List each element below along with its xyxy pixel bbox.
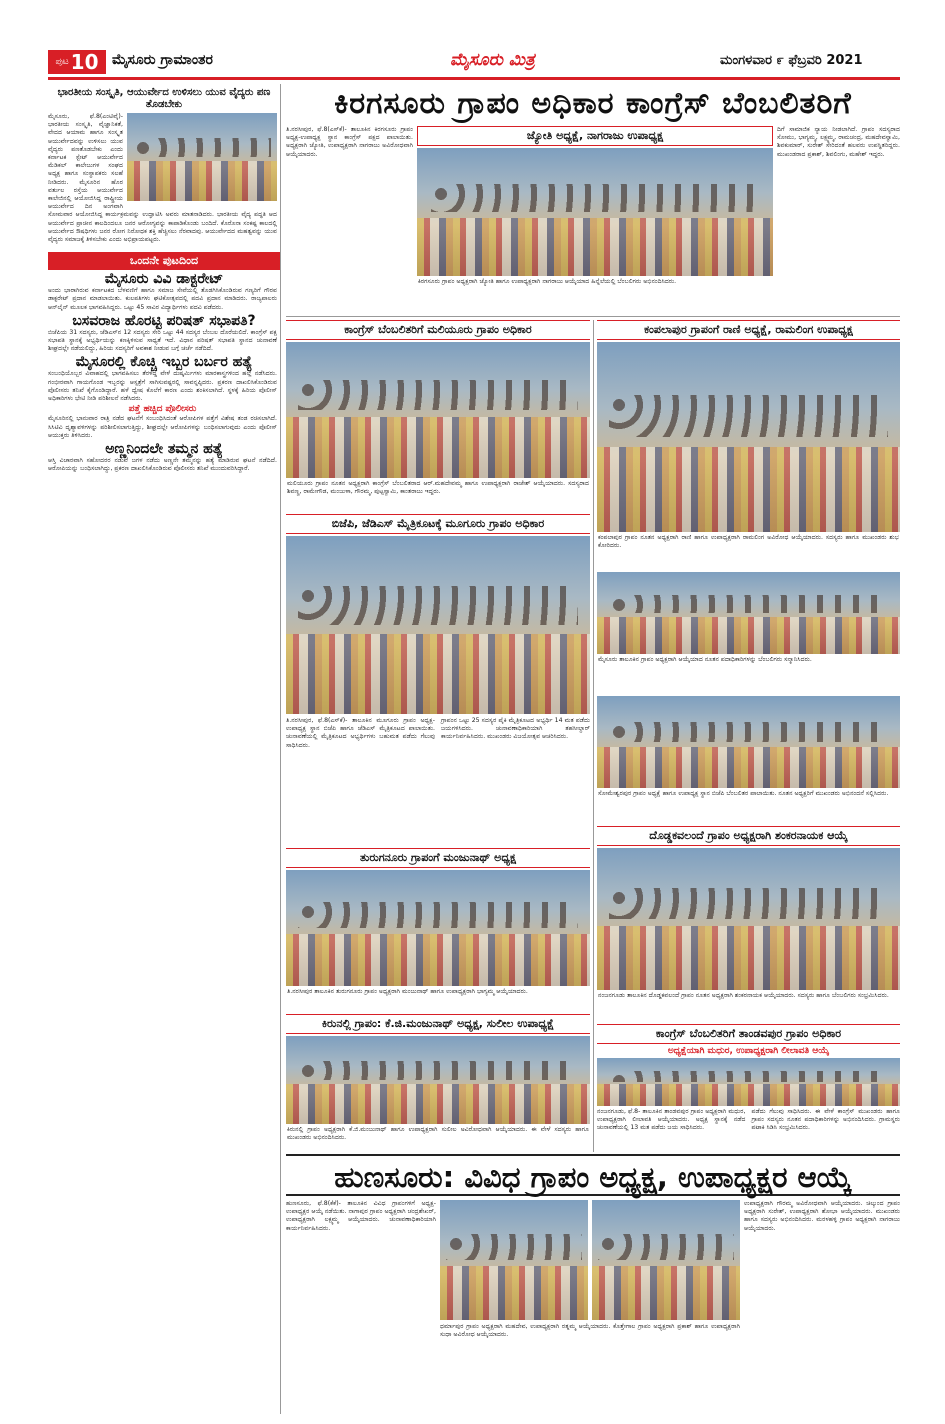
story-brother-body: ಆಸ್ತಿ ವಿಚಾರವಾಗಿ ಸಹೋದರರ ನಡುವೆ ಜಗಳ ನಡೆದು ಅಣ್ಣನೇ ತಮ್ಮನನ್ನು ಹತ್ಯೆ ಮಾಡಿರುವ ಘಟನೆ ನಡೆದಿದೆ. ಆರೋಪಿಯನ್ನು ಬಂಧಿಸಲಾಗಿದ್ದು, ಪ್ರಕರಣ ದಾಖಲಿಸಿಕೊಂಡಿರುವ ಪೊಲೀಸರು ತನಿಖೆ ಮುಂದುವರಿಸಿದ್ದಾರೆ. <box>48 457 277 473</box>
mooguru-block <box>286 514 590 846</box>
hunasuru-headline: ಹುಣಸೂರು: ವಿವಿಧ ಗ್ರಾಪಂ ಅಧ್ಯಕ್ಷ, ಉಪಾಧ್ಯಕ್ಷರ ಆಯ್ಕೆ <box>286 1154 900 1196</box>
story-ayurveda <box>48 113 280 244</box>
kiragasuru-photo-block <box>417 126 773 314</box>
hunasuru-col1 <box>286 1200 436 1414</box>
kiragasuru-caption: ಕಿರಗಸೂರು ಗ್ರಾಪಂ ಅಧ್ಯಕ್ಷರಾಗಿ ಜ್ಯೋತಿ ಹಾಗೂ ಉಪಾಧ್ಯಕ್ಷರಾಗಿ ನಾಗರಾಜು ಆಯ್ಕೆಯಾದ ಹಿನ್ನೆಲೆಯಲ್ಲಿ ಬೆಂಬಲಿಗರು ಅಭಿನಂದಿಸಿದರು. <box>418 278 677 285</box>
ayurveda-photo <box>127 113 277 201</box>
story-doctorate-body: ಅಂದು ಭಾರಾಗಿರುವ ಕರ್ನಾಟಕದ ಬೆಳವಣಿಗೆ ಹಾಗೂ ಸಮಾಜ ಸೇವೆಯಲ್ಲಿ ತೊಡಗಿಸಿಕೊಂಡಿರುವ ಗಣ್ಯರಿಗೆ ಗೌರವ ಡಾಕ್ಟರೇಟ್ ಪ್ರದಾನ ಮಾಡಲಾಯಿತು. ಕುಲಪತಿಗಳು ಘಟಿಕೋತ್ಸವದಲ್ಲಿ ಪದವಿ ಪ್ರದಾನ ಮಾಡಿದರು. ರಾಜ್ಯಪಾಲರು ಆನ್‌ಲೈನ್ ಮೂಲಕ ಭಾಗವಹಿಸಿದ್ದರು. ಒಟ್ಟು 45 ಸಾವಿರ ವಿದ್ಯಾರ್ಥಿಗಳು ಪದವಿ ಪಡೆದರು. <box>48 287 277 311</box>
turuganuru-photo <box>286 870 590 986</box>
story-murder <box>48 370 280 440</box>
maliyuru-caption: ಮಲಿಯೂರು ಗ್ರಾಪಂ ನೂತನ ಅಧ್ಯಕ್ಷರಾಗಿ ಕಾಂಗ್ರೆಸ್ ಬೆಂಬಲಿತರಾದ ಆರ್.ಮಹದೇವಮ್ಮ ಹಾಗೂ ಉಪಾಧ್ಯಕ್ಷರಾಗಿ ರಾಜೇಶ್ ಆಯ್ಕೆಯಾದರು. ಸದಸ್ಯರಾದ ಶಿವಣ್ಣ, ರಾಮೇಗೌಡ, ಮಂಜುಳಾ, ಗೌರಮ್ಮ, ಪುಟ್ಟಸ್ವಾಮಿ, ಕಾಂತರಾಜು ಇದ್ದರು. <box>287 480 589 496</box>
mysuru-taluk-caption: ಮೈಸೂರು ತಾಲೂಕಿನ ಗ್ರಾಪಂ ಅಧ್ಯಕ್ಷರಾಗಿ ಆಯ್ಕೆಯಾದ ನೂತನ ಪದಾಧಿಕಾರಿಗಳನ್ನು ಬೆಂಬಲಿಗರು ಸನ್ಮಾನಿಸಿದರು. <box>598 656 812 663</box>
page-number: 10 <box>70 50 99 74</box>
maliyuru-block <box>286 320 590 512</box>
story-doctorate <box>48 287 280 312</box>
left-column <box>48 84 281 1414</box>
tandavapura-col2: ಪಡೆದು ಗೆಲುವು ಸಾಧಿಸಿದರು. ಈ ವೇಳೆ ಕಾಂಗ್ರೆಸ್ ಮುಖಂಡರು ಹಾಗೂ ಗ್ರಾಪಂ ಸದಸ್ಯರು ನೂತನ ಪದಾಧಿಕಾರಿಗಳನ್ನು ಅಭಿನಂದಿಸಿದರು. ಗ್ರಾಮಸ್ಥರು ಪಟಾಕಿ ಸಿಡಿಸಿ ಸಂಭ್ರಮಿಸಿದರು. <box>751 1108 900 1132</box>
story-ayurveda-body: ಮೈಸೂರು, ಫೆ.8(ಎಂಟಿವೈ)-ಭಾರತೀಯ ಸಂಸ್ಕೃತಿ, ವೈಜ್ಞಾನಿಕತೆ, ವೇದದ ಆಯಾಮ ಹಾಗೂ ಸಂಸ್ಕೃತ ಆಯುರ್ವೇದವನ್ನು ಉಳಿಸಲು ಯುವ ವೈದ್ಯರು ಪಣತೊಡಬೇಕು ಎಂದು ಕರ್ನಾಟಕ ಸ್ಟೇಟ್ ಆಯುರ್ವೇದ ಮೆಡಿಕಲ್ ಕಾಲೇಜುಗಳ ಸಂಘದ ಅಧ್ಯಕ್ಷ ಹಾಗೂ ಸಂಸ್ಥಾಪಕರು ಸಲಹೆ ನೀಡಿದರು. ಮೈಸೂರಿನ ಹೊರ ವರ್ತುಲ ರಸ್ತೆಯ ಆಯುರ್ವೇದ ಕಾಲೇಜಿನಲ್ಲಿ ಆಯೋಜಿಸಿದ್ದ ರಾಷ್ಟ್ರೀಯ ಆಯುರ್ವೇದ ದಿನ ಅಂಗವಾಗಿ ಸೋಮವಾರ ಆಯೋಜಿಸಿದ್ದ ಕಾರ್ಯಕ್ರಮವನ್ನು ಉದ್ಘಾಟಿಸಿ ಅವರು ಮಾತನಾಡಿದರು. ಭಾರತೀಯ ವೈದ್ಯ ಪದ್ಧತಿ ಆದ ಆಯುರ್ವೇದ ಪ್ರಾಚೀನ ಕಾಲದಿಂದಲೂ ಜನರ ಆರೋಗ್ಯವನ್ನು ಕಾಪಾಡಿಕೊಂಡು ಬಂದಿದೆ. ಕೊರೊನಾ ಸಂಕಷ್ಟ ಕಾಲದಲ್ಲಿ ಆಯುರ್ವೇದ ಔಷಧಿಗಳು ಜನರ ರೋಗ ನಿರೋಧಕ ಶಕ್ತಿ ಹೆಚ್ಚಿಸಲು ನೆರವಾದವು. ಆಯುರ್ವೇದದ ಮಹತ್ವವನ್ನು ಯುವ ವೈದ್ಯರು ಸಮಾಜಕ್ಕೆ ತಿಳಿಸಬೇಕು ಎಂದು ಅಭಿಪ್ರಾಯಪಟ್ಟರು. <box>48 113 277 244</box>
hunasuru-photo-block <box>440 1200 740 1414</box>
story-brother-headline: ಅಣ್ಣನಿಂದಲೇ ತಮ್ಮನ ಹತ್ಯೆ <box>105 441 223 458</box>
kampalapura-block <box>597 320 900 570</box>
page-label: ಪುಟ <box>55 57 69 67</box>
story-murder-headline: ಮೈಸೂರಲ್ಲಿ ಕೊಚ್ಚಿ ಇಬ್ಬರ ಬರ್ಬರ ಹತ್ಯೆ <box>75 354 253 371</box>
someshwarapura-block <box>597 696 900 824</box>
page-number-badge <box>48 50 106 74</box>
tandavapura-subhead: ಅಧ್ಯಕ್ಷೆಯಾಗಿ ಮಧುರ, ಉಪಾಧ್ಯಕ್ಷರಾಗಿ ಲೀಲಾವತಿ ಆಯ್ಕೆ <box>667 1046 830 1056</box>
kiragasuru-col1-text: ತಿ.ನರಸೀಪುರ, ಫೆ.8(ಎಸ್‌ಕೆ)- ತಾಲೂಕಿನ ಕಿರಗಸೂರು ಗ್ರಾಪಂ ಅಧ್ಯಕ್ಷ-ಉಪಾಧ್ಯಕ್ಷ ಸ್ಥಾನ ಕಾಂಗ್ರೆಸ್ ಪಕ್ಷದ ಪಾಲಾಯಿತು. ಅಧ್ಯಕ್ಷರಾಗಿ ಜ್ಯೋತಿ, ಉಪಾಧ್ಯಕ್ಷರಾಗಿ ನಾಗರಾಜು ಅವಿರೋಧವಾಗಿ ಆಯ್ಕೆಯಾದರು. <box>286 126 413 158</box>
turuganuru-headline: ತುರುಗನೂರು ಗ್ರಾಪಂಗೆ ಮಂಜುನಾಥ್ ಅಧ್ಯಕ್ಷ <box>286 848 590 868</box>
turuganuru-caption: ತಿ.ನರಸೀಪುರ ತಾಲೂಕಿನ ತುರುಗನೂರು ಗ್ರಾಪಂ ಅಧ್ಯಕ್ಷರಾಗಿ ಮಂಜುನಾಥ್ ಹಾಗೂ ಉಪಾಧ್ಯಕ್ಷರಾಗಿ ಭಾಗ್ಯಮ್ಮ ಆಯ್ಕೆಯಾದರು. <box>287 988 528 995</box>
story-council-headline: ಬಸವರಾಜ ಹೊರಟ್ಟಿ ಪರಿಷತ್ ಸಭಾಪತಿ? <box>72 312 256 329</box>
tandavapura-col1: ನಂಜನಗೂಡು, ಫೆ.8- ತಾಲೂಕಿನ ತಾಂಡವಪುರ ಗ್ರಾಪಂ ಅಧ್ಯಕ್ಷರಾಗಿ ಮಧುರ, ಉಪಾಧ್ಯಕ್ಷರಾಗಿ ಲೀಲಾವತಿ ಆಯ್ಕೆಯಾದರು. ಅಧ್ಯಕ್ಷ ಸ್ಥಾನಕ್ಕೆ ನಡೆದ ಚುನಾವಣೆಯಲ್ಲಿ 13 ಮತ ಪಡೆದು ಜಯ ಸಾಧಿಸಿದರು. <box>597 1108 746 1132</box>
turuganuru-block <box>286 848 590 1012</box>
maliyuru-photo <box>286 342 590 478</box>
hunasuru-photo-2 <box>592 1200 740 1320</box>
kiragasuru-subhead: ಜ್ಯೋತಿ ಅಧ್ಯಕ್ಷೆ, ನಾಗರಾಜು ಉಪಾಧ್ಯಕ್ಷ <box>417 126 773 146</box>
hunasuru-col3 <box>744 1200 900 1414</box>
kiragasuru-col3 <box>777 126 900 314</box>
story-brother <box>48 457 280 473</box>
masthead-rule <box>48 77 900 80</box>
story-council <box>48 329 280 354</box>
doddakavalande-photo <box>597 848 900 990</box>
hunasuru-photo-1 <box>440 1200 588 1320</box>
maliyuru-headline: ಕಾಂಗ್ರೆಸ್ ಬೆಂಬಲಿತರಿಗೆ ಮಲಿಯೂರು ಗ್ರಾಪಂ ಅಧಿಕಾರ <box>286 320 590 340</box>
tandavapura-headline: ಕಾಂಗ್ರೆಸ್ ಬೆಂಬಲಿತರಿಗೆ ತಾಂಡವಪುರ ಗ್ರಾಪಂ ಅಧಿಕಾರ <box>597 1024 900 1044</box>
hunasuru-col1-text: ಹುಣಸೂರು, ಫೆ.8(ಕೆಕೆ)- ತಾಲೂಕಿನ ವಿವಿಧ ಗ್ರಾಪಂಗಳಿಗೆ ಅಧ್ಯಕ್ಷ-ಉಪಾಧ್ಯಕ್ಷರ ಆಯ್ಕೆ ನಡೆಯಿತು. ನಾಗಾಪುರ ಗ್ರಾಪಂ ಅಧ್ಯಕ್ಷರಾಗಿ ಚಂದ್ರಶೇಖರ್, ಉಪಾಧ್ಯಕ್ಷರಾಗಿ ಲಕ್ಷ್ಮಮ್ಮ ಆಯ್ಕೆಯಾದರು. ಚುನಾವಣಾಧಿಕಾರಿಯಾಗಿ ಕಾರ್ಯನಿರ್ವಹಿಸಿದರು. <box>286 1200 436 1232</box>
story-council-body: ಬಿಜೆಪಿಯ 31 ಸದಸ್ಯರು, ಜೆಡಿಎಸ್‌ನ 12 ಸದಸ್ಯರು ಸೇರಿ ಒಟ್ಟು 44 ಸದಸ್ಯರ ಬೆಂಬಲ ದೊರೆಯಲಿದೆ. ಕಾಂಗ್ರೆಸ್ ಪಕ್ಷ ಸಭಾಪತಿ ಸ್ಥಾನಕ್ಕೆ ಅಭ್ಯರ್ಥಿಯನ್ನು ಕಣಕ್ಕಿಳಿಸುವ ಸಾಧ್ಯತೆ ಇದೆ. ವಿಧಾನ ಪರಿಷತ್ ಸಭಾಪತಿ ಸ್ಥಾನದ ಚುನಾವಣೆ ಶೀಘ್ರದಲ್ಲೇ ನಡೆಯಲಿದ್ದು, ಹಿರಿಯ ಸದಸ್ಯರಿಗೆ ಅವಕಾಶ ನೀಡುವ ಬಗ್ಗೆ ಚರ್ಚೆ ನಡೆದಿದೆ. <box>48 328 277 353</box>
doddakavalande-caption: ನಂಜನಗೂಡು ತಾಲೂಕಿನ ದೊಡ್ಡಕವಲಂದೆ ಗ್ರಾಪಂ ನೂತನ ಅಧ್ಯಕ್ಷರಾಗಿ ಶಂಕರನಾಯಕ ಆಯ್ಕೆಯಾದರು. ಸದಸ್ಯರು ಹಾಗೂ ಬೆಂಬಲಿಗರು ಸಂಭ್ರಮಿಸಿದರು. <box>598 992 889 999</box>
right-area <box>286 84 900 1414</box>
kiragasuru-col1 <box>286 126 413 314</box>
tandavapura-photo <box>597 1058 900 1106</box>
story-murder-subhead: ಪತ್ತೆ ಹಚ್ಚಿದ ಪೊಲೀಸರು <box>128 404 197 415</box>
mooguru-col2: ಗ್ರಾಪಂನ ಒಟ್ಟು 25 ಸದಸ್ಯರ ಪೈಕಿ ಮೈತ್ರಿಕೂಟದ ಅಭ್ಯರ್ಥಿ 14 ಮತ ಪಡೆದು ಜಯಗಳಿಸಿದರು. ಚುನಾವಣಾಧಿಕಾರಿಯಾಗಿ ತಹಸೀಲ್ದಾರ್ ಕಾರ್ಯನಿರ್ವಹಿಸಿದರು. ಮುಖಂಡರು ವಿಜಯೋತ್ಸವ ಆಚರಿಸಿದರು. <box>441 717 590 741</box>
kirunalli-block <box>286 1014 590 1152</box>
kiragasuru-col3-text: ದಿಗೆ ಸಾಮಾಜಿಕ ನ್ಯಾಯ ನೀಡಲಾಗಿದೆ. ಗ್ರಾಪಂ ಸದಸ್ಯರಾದ ಸೋಮು, ಭಾಗ್ಯಮ್ಮ, ಲಕ್ಷ್ಮಮ್ಮ, ರಾಮಚಂದ್ರ, ಮಹದೇವಸ್ವಾಮಿ, ಶಿವಕುಮಾರ್, ಸುರೇಶ್ ಸೇರಿದಂತೆ ಹಲವರು ಉಪಸ್ಥಿತರಿದ್ದರು. ಮುಖಂಡರಾದ ಪ್ರಕಾಶ್, ಶಿವಲಿಂಗು, ಮಹೇಶ್ ಇದ್ದರು. <box>777 126 900 158</box>
hunasuru-col2-text: ಧರ್ಮಾಪುರ ಗ್ರಾಪಂ ಅಧ್ಯಕ್ಷರಾಗಿ ಮಹದೇವ, ಉಪಾಧ್ಯಕ್ಷರಾಗಿ ರತ್ನಮ್ಮ ಆಯ್ಕೆಯಾದರು. ಕೊತ್ತೇಗಾಲ ಗ್ರಾಪಂ ಅಧ್ಯಕ್ಷರಾಗಿ ಪ್ರಕಾಶ್ ಹಾಗೂ ಉಪಾಧ್ಯಕ್ಷರಾಗಿ ಸುಧಾ ಅವಿರೋಧ ಆಯ್ಕೆಯಾದರು. <box>440 1323 740 1339</box>
doddakavalande-block <box>597 826 900 1022</box>
kampalapura-photo <box>597 342 900 532</box>
paper-logo: ಮೈಸೂರು ಮಿತ್ರ <box>450 50 535 70</box>
column-divider <box>593 320 594 1152</box>
kiragasuru-photo <box>417 148 773 276</box>
mooguru-col1: ತಿ.ನರಸೀಪುರ, ಫೆ.8(ಎಸ್‌ಕೆ)- ತಾಲೂಕಿನ ಮೂಗೂರು ಗ್ರಾಪಂ ಅಧ್ಯಕ್ಷ-ಉಪಾಧ್ಯಕ್ಷ ಸ್ಥಾನ ಬಿಜೆಪಿ ಹಾಗೂ ಜೆಡಿಎಸ್ ಮೈತ್ರಿಕೂಟದ ಪಾಲಾಯಿತು. ಚುನಾವಣೆಯಲ್ಲಿ ಮೈತ್ರಿಕೂಟದ ಅಭ್ಯರ್ಥಿಗಳು ಬಹುಮತ ಪಡೆದು ಗೆಲುವು ಸಾಧಿಸಿದರು. <box>286 717 435 749</box>
mooguru-headline: ಬಿಜೆಪಿ, ಜೆಡಿಎಸ್ ಮೈತ್ರಿಕೂಟಕ್ಕೆ ಮೂಗೂರು ಗ್ರಾಪಂ ಅಧಿಕಾರ <box>286 514 590 534</box>
mysuru-taluk-photo <box>597 572 900 654</box>
kampalapura-headline: ಕಂಪಲಾಪುರ ಗ್ರಾಪಂಗೆ ರಾಣಿ ಅಧ್ಯಕ್ಷೆ, ರಾಮಲಿಂಗ ಉಪಾಧ್ಯಕ್ಷ <box>597 320 900 340</box>
story-ayurveda-headline: ಭಾರತೀಯ ಸಂಸ್ಕೃತಿ, ಆಯುರ್ವೇದ ಉಳಿಸಲು ಯುವ ವೈದ್ಯರು ಪಣ ತೊಡಬೇಕು <box>57 87 271 110</box>
kirunalli-caption: ಕಿರುನಲ್ಲಿ ಗ್ರಾಪಂ ಅಧ್ಯಕ್ಷರಾಗಿ ಕೆ.ಜಿ.ಮಂಜುನಾಥ್ ಹಾಗೂ ಉಪಾಧ್ಯಕ್ಷರಾಗಿ ಸುಲೀಲ ಅವಿರೋಧವಾಗಿ ಆಯ್ಕೆಯಾದರು. ಈ ವೇಳೆ ಸದಸ್ಯರು ಹಾಗೂ ಮುಖಂಡರು ಅಭಿನಂದಿಸಿದರು. <box>287 1126 589 1142</box>
story-murder-body2: ಮೈಸೂರಿನಲ್ಲಿ ಭಾನುವಾರ ರಾತ್ರಿ ನಡೆದ ಘಟನೆಗೆ ಸಂಬಂಧಿಸಿದಂತೆ ಆರೋಪಿಗಳ ಪತ್ತೆಗೆ ವಿಶೇಷ ತಂಡ ರಚಿಸಲಾಗಿದೆ. ಸಿಸಿಟಿವಿ ದೃಶ್ಯಾವಳಿಗಳನ್ನು ಪರಿಶೀಲಿಸಲಾಗುತ್ತಿದ್ದು, ಶೀಘ್ರದಲ್ಲೇ ಆರೋಪಿಗಳನ್ನು ಬಂಧಿಸಲಾಗುವುದು ಎಂದು ಪೊಲೀಸ್ ಆಯುಕ್ತರು ತಿಳಿಸಿದರು. <box>48 415 277 439</box>
masthead <box>0 0 945 80</box>
tandavapura-block <box>597 1024 900 1152</box>
hunasuru-col3-text: ಉಪಾಧ್ಯಕ್ಷರಾಗಿ ಗೌರಮ್ಮ ಅವಿರೋಧವಾಗಿ ಆಯ್ಕೆಯಾದರು. ಚಿಲ್ಕುಂದ ಗ್ರಾಪಂ ಅಧ್ಯಕ್ಷರಾಗಿ ಸುರೇಶ್, ಉಪಾಧ್ಯಕ್ಷರಾಗಿ ಶೋಭಾ ಆಯ್ಕೆಯಾದರು. ಮುಖಂಡರು ಹಾಗೂ ಸದಸ್ಯರು ಅಭಿನಂದಿಸಿದರು. ಮರಳಹಳ್ಳಿ ಗ್ರಾಪಂ ಅಧ್ಯಕ್ಷರಾಗಿ ನಾಗರಾಜು ಆಯ್ಕೆಯಾದರು. <box>744 1200 900 1232</box>
someshwarapura-photo <box>597 696 900 788</box>
story-murder-body: ಸಂಬಂಧಿಯೊಬ್ಬರ ವಿವಾಹದಲ್ಲಿ ಭಾಗವಹಿಸಲು ತೆರಳಿದ್ದ ವೇಳೆ ದುಷ್ಕರ್ಮಿಗಳು ಮಾರಕಾಸ್ತ್ರಗಳಿಂದ ಹಲ್ಲೆ ನಡೆಸಿದರು. ಗಂಭೀರವಾಗಿ ಗಾಯಗೊಂಡ ಇಬ್ಬರನ್ನು ಆಸ್ಪತ್ರೆಗೆ ಸಾಗಿಸುವಷ್ಟರಲ್ಲಿ ಸಾವನ್ನಪ್ಪಿದರು. ಪ್ರಕರಣ ದಾಖಲಿಸಿಕೊಂಡಿರುವ ಪೊಲೀಸರು ತನಿಖೆ ಕೈಗೊಂಡಿದ್ದಾರೆ. ಹಳೆ ದ್ವೇಷ ಕೊಲೆಗೆ ಕಾರಣ ಎಂದು ಶಂಕಿಸಲಾಗಿದೆ. ಸ್ಥಳಕ್ಕೆ ಹಿರಿಯ ಪೊಲೀಸ್ ಅಧಿಕಾರಿಗಳು ಭೇಟಿ ನೀಡಿ ಪರಿಶೀಲನೆ ನಡೆಸಿದರು. <box>48 370 277 403</box>
kirunalli-photo <box>286 1036 590 1124</box>
story-doctorate-headline: ಮೈಸೂರು ವಿವಿ ಡಾಕ್ಟರೇಟ್ <box>104 271 224 288</box>
dateline: ಮಂಗಳವಾರ ೯ ಫೆಬ್ರವರಿ 2021 <box>720 53 863 68</box>
main-headline: ಕಿರಗಸೂರು ಗ್ರಾಪಂ ಅಧಿಕಾರ ಕಾಂಗ್ರೆಸ್ ಬೆಂಬಲಿತರಿಗೆ <box>334 86 852 121</box>
doddakavalande-headline: ದೊಡ್ಡಕವಲಂದೆ ಗ್ರಾಪಂ ಅಧ್ಯಕ್ಷರಾಗಿ ಶಂಕರನಾಯಕ ಆಯ್ಕೆ <box>597 826 900 846</box>
mooguru-photo <box>286 536 590 714</box>
mysuru-taluk-block <box>597 572 900 694</box>
continued-banner: ಒಂದನೇ ಪುಟದಿಂದ <box>48 252 280 270</box>
divider <box>286 316 900 317</box>
section-name: ಮೈಸೂರು ಗ್ರಾಮಾಂತರ <box>112 52 213 68</box>
someshwarapura-caption: ಸೋಮೇಶ್ವರಪುರ ಗ್ರಾಪಂ ಅಧ್ಯಕ್ಷೆ ಹಾಗೂ ಉಪಾಧ್ಯಕ್ಷ ಸ್ಥಾನ ಬಿಜೆಪಿ ಬೆಂಬಲಿತರ ಪಾಲಾಯಿತು. ನೂತನ ಅಧ್ಯಕ್ಷರಿಗೆ ಮುಖಂಡರು ಅಭಿನಂದನೆ ಸಲ್ಲಿಸಿದರು. <box>598 790 889 797</box>
kirunalli-headline: ಕಿರುನಲ್ಲಿ ಗ್ರಾಪಂ: ಕೆ.ಜಿ.ಮಂಜುನಾಥ್ ಅಧ್ಯಕ್ಷ, ಸುಲೀಲ ಉಪಾಧ್ಯಕ್ಷೆ <box>286 1014 590 1034</box>
kampalapura-caption: ಕಂಪಲಾಪುರ ಗ್ರಾಪಂ ನೂತನ ಅಧ್ಯಕ್ಷರಾಗಿ ರಾಣಿ ಹಾಗೂ ಉಪಾಧ್ಯಕ್ಷರಾಗಿ ರಾಮಲಿಂಗ ಅವಿರೋಧ ಆಯ್ಕೆಯಾದರು. ಸದಸ್ಯರು ಹಾಗೂ ಮುಖಂಡರು ಶುಭ ಕೋರಿದರು. <box>598 534 899 550</box>
